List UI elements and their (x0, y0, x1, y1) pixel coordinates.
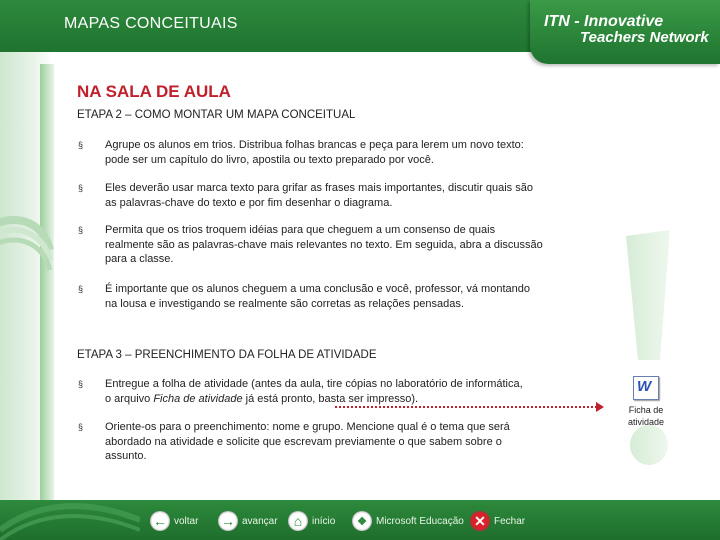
microsoft-educacao-button[interactable] (352, 510, 464, 532)
bullet-marker: § (78, 225, 84, 235)
bullet-marker: § (78, 284, 84, 294)
dotted-arrow-line (335, 406, 597, 408)
word-icon-letter: W (637, 378, 652, 395)
attachment-label[interactable]: Ficha de atividade (627, 405, 665, 427)
arrow-left-icon: ← (150, 511, 170, 531)
exclamation-mark-icon (620, 230, 676, 470)
ficha-link-text: Ficha de atividade (153, 392, 243, 405)
logo-text-line1: ITN - Innovative (544, 13, 664, 30)
avancar-label: avançar (242, 515, 278, 527)
avancar-button[interactable] (218, 510, 278, 532)
etapa3-item-1-text: Entregue a folha de atividade (antes da aula, tire cópias no laboratório de informática, o arquivo (105, 378, 523, 405)
etapa2-item-2: Eles deverão usar marca texto para grifar as frases mais importantes, discutir quais são as palavras-chave do texto e por fim desenhar o diagrama. (105, 182, 533, 209)
fechar-label: Fechar (494, 515, 526, 527)
footer-swirl-icon (0, 500, 140, 540)
etapa3-item-1 (105, 377, 525, 406)
close-icon: ✕ (470, 511, 490, 531)
etapa3-item-2: Oriente-os para o preenchimento: nome e grupo. Mencione qual é o tema que será abordado na atividade e solicite que escrevam previamente o que sabem sobre o assunto. (105, 421, 510, 462)
bullet-marker: § (78, 183, 84, 193)
page-header-title: MAPAS CONCEITUAIS (64, 15, 238, 32)
logo-text-line2: Teachers Network (580, 29, 709, 46)
arrow-right-icon: → (218, 511, 238, 531)
bullet-marker: § (78, 422, 84, 432)
inicio-button[interactable] (288, 510, 335, 532)
etapa2-item-1: Agrupe os alunos em trios. Distribua folhas brancas e peça para lerem um novo texto: pode ser um capítulo do livro, apostila ou texto preparado por você. (105, 139, 524, 166)
fechar-button[interactable] (470, 510, 525, 532)
swirl-decoration-icon (0, 200, 60, 300)
bullet-marker: § (78, 140, 84, 150)
inicio-label: início (312, 515, 336, 527)
voltar-label: voltar (174, 515, 199, 527)
microsoft-logo-icon: ❖ (352, 511, 372, 531)
home-icon: ⌂ (288, 511, 308, 531)
microsoft-label: Microsoft Educação (376, 515, 464, 527)
arrow-head-icon (596, 402, 604, 412)
etapa3-heading: ETAPA 3 – PREENCHIMENTO DA FOLHA DE ATIVIDADE (77, 349, 377, 361)
etapa2-item-4: É importante que os alunos cheguem a uma conclusão e você, professor, vá montando na lousa e investigando se realmente são corretas as relações pensadas. (105, 283, 530, 310)
etapa2-heading: ETAPA 2 – COMO MONTAR UM MAPA CONCEITUAL (77, 109, 356, 121)
voltar-button[interactable] (150, 510, 198, 532)
section-title: NA SALA DE AULA (77, 82, 231, 101)
left-decor-stripe (40, 64, 54, 540)
word-document-icon[interactable] (633, 376, 659, 400)
etapa3-item-1-text-end: já está pronto, basta ser impresso). (242, 392, 419, 405)
bullet-marker: § (78, 379, 84, 389)
etapa2-item-3: Permita que os trios troquem idéias para que cheguem a um consenso de quais realmente são as palavras-chave mais relevantes no texto. Em seguida, abra a discussão para a classe. (105, 224, 543, 265)
